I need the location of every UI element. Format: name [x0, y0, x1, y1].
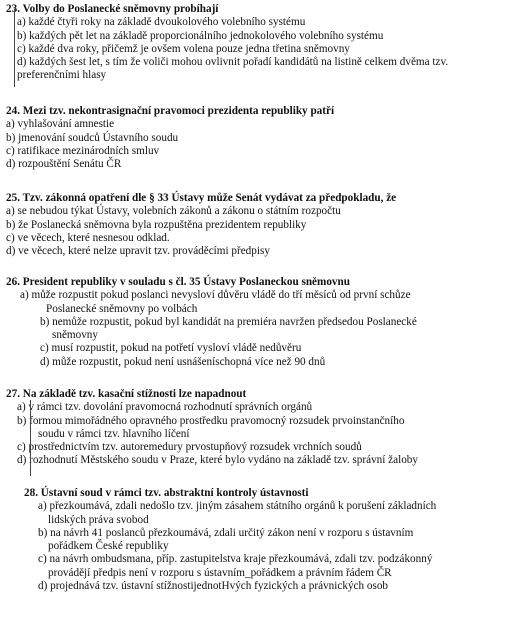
question-title: 25. Tzv. zákonná opatření dle § 33 Ústavy může Senát vydávat za předpokladu, že: [6, 192, 397, 204]
question-title: 26. President republiky v souladu s čl. 35 Ústavy Poslaneckou sněmovnu: [6, 276, 350, 288]
question-title: 27. Na základě tzv. kasační stížnosti lze napadnout: [6, 388, 247, 400]
option-b-continued: sněmovny: [52, 329, 98, 342]
option-b: b) formou mimořádného opravného prostředku pravomocný rozsudek prvoinstančního: [17, 414, 405, 427]
option-a: a) přezkoumává, zdali nedošlo tzv. jiným zásahem státního orgánů k porušení základních: [38, 500, 437, 513]
option-d: d) každých šest let, s tím že voliči mohou ovlivnit pořadí kandidátů na listině celkem dvěma tzv.: [17, 56, 449, 69]
option-a: a) vyhlašování amnestie: [6, 118, 115, 131]
option-b-continued: soudu v rámci tzv. hlavního líčení: [38, 427, 190, 440]
option-c: c) ve věcech, které nesnesou odklad.: [6, 231, 170, 244]
question-28: [24, 487, 512, 593]
option-d: d) rozpouštění Senátu ČR: [6, 158, 122, 171]
option-c: c) na návrh ombudsmana, příp. zastupitelstva kraje přezkoumává, zdali tzv. podzákonný: [38, 553, 433, 566]
option-c: c) prostřednictvím tzv. autoremedury prvostupňový rozsudek vrchních soudů: [17, 441, 362, 454]
question-23: [6, 3, 512, 83]
question-title: 28. Ústavní soud v rámci tzv. abstraktní kontroly ústavnosti: [24, 487, 309, 499]
option-a: a) každé čtyři roky na základě dvoukolového volebního systému: [17, 16, 306, 29]
option-c-continued: provádějí předpis není v rozporu s ústavním_pořádkem a právním řádem ČR: [48, 566, 392, 579]
question-27: [6, 388, 512, 468]
option-d: d) může rozpustit, pokud není usnášeníschopná více než 90 dnů: [40, 355, 326, 368]
question-title: 24. Mezi tzv. nekontrasignační pravomoci prezidenta republiky patří: [6, 105, 335, 117]
question-title: 23. Volby do Poslanecké sněmovny probíhají: [6, 3, 219, 15]
option-a: a) může rozpustit pokud poslanci nevysloví důvěru vládě do tří měsíců od první schůze: [20, 289, 411, 302]
option-a: a) v rámci tzv. dovolání pravomocná rozhodnutí správních orgánů: [17, 401, 313, 414]
option-b-continued: pořádkem České republiky: [48, 540, 169, 553]
question-24: [6, 105, 512, 171]
option-d: d) rozhodnutí Městského soudu v Praze, které bylo vydáno na základě tzv. správní žaloby: [17, 454, 418, 467]
option-a-continued: lidských práva svobod: [48, 513, 149, 526]
cursor-bar: [30, 400, 31, 476]
option-b: b) na návrh 41 poslanců přezkoumává, zdali určitý zákon není v rozporu s ústavním: [38, 526, 414, 539]
option-a: a) se nebudou týkat Ústavy, volebních zákonů a zákonu o státním rozpočtu: [6, 205, 341, 218]
option-c: c) každé dva roky, přičemž je ovšem volena pouze jedna třetina sněmovny: [17, 42, 350, 55]
option-b: b) nemůže rozpustit, pokud byl kandidát na premiéra navržen předsedou Poslanecké: [40, 315, 417, 328]
option-b: b) každých pět let na základě proporcionálního jednokolového volebního systému: [17, 29, 384, 42]
option-a-continued: Poslanecké sněmovny po volbách: [46, 302, 198, 315]
option-c: c) musí rozpustit, pokud na potřetí vysloví vládě nedůvěru: [40, 342, 302, 355]
option-b: b) jmenování soudců Ústavního soudu: [6, 131, 179, 144]
option-b: b) že Poslanecká sněmovna byla rozpuštěna prezidentem republiky: [6, 218, 307, 231]
option-c: c) ratifikace mezinárodních smluv: [6, 144, 160, 157]
option-d: d) ve věcech, které nelze upravit tzv. prováděcími předpisy: [6, 245, 270, 258]
option-d-continued: preferenčními hlasy: [17, 69, 107, 82]
option-d: d) projednává tzv. ústavní stížnostijednotHvých fyzických a právnických osob: [38, 580, 389, 593]
question-26: [6, 276, 512, 369]
cursor-bar: [14, 9, 15, 87]
question-25: [6, 192, 512, 258]
